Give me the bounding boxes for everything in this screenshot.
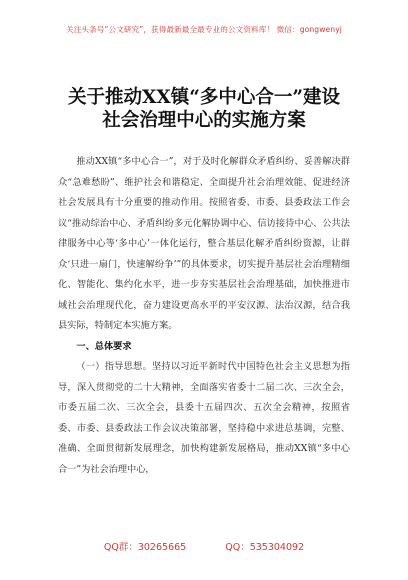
bottom-banner xyxy=(0,539,408,553)
paragraph-guiding-ideology: （一）指导思想。坚持以习近平新时代中国特色社会主义思想为指导，深入贯彻党的二十大精神，全面落实省委十二届二次、三次全会，市委五届二次、三次全会，县委十五届四次、五次全会精神，按照省委、市委、县委政法工作会议决策部署，坚持稳中求进总基调，完整、准确、全面贯彻新发展理念，加快构建新发展格局，推动XX镇“多中心合一”为社会治理中心， xyxy=(58,361,350,475)
document-title xyxy=(40,86,368,132)
qq-number: QQ：535304092 xyxy=(225,542,305,553)
title-line-1: 关于推动XX镇“多中心合一”建设 xyxy=(68,87,340,108)
paragraph-intro: 推动XX镇“多中心合一”，对于及时化解群众矛盾纠纷、妥善解决群众“急难愁盼”、维护社会和谐稳定、全面提升社会治理效能、促进经济社会发展具有十分重要的推动作用。按照省委、市委、县委政法工作会议“推动综治中心、矛盾纠纷多元化解协调中心、信访接待中心、公共法律服务中心等‘多中心’一体化运行，整合基层化解矛盾纠纷资源，让群众‘只进一扇门，快速解纷争’”的具体要求，切实提升基层社会治理精细化、智能化、集约化水平，进一步夯实基层社会治理基础，加快推进市域社会治理现代化，奋力建设更高水平的平安汉源、法治汉源，结合我县实际，特制定本实施方案。 xyxy=(58,156,350,331)
document-body xyxy=(58,152,350,480)
title-line-2: 社会治理中心的实施方案 xyxy=(102,110,306,131)
qq-group-number: QQ群：30265665 xyxy=(103,542,187,553)
section-heading: 一、总体要求 xyxy=(76,340,132,352)
top-banner: 关注头条号“公文研究”，获得最新最全最专业的公文资料库！ 微信：gongwenyj xyxy=(66,25,342,34)
